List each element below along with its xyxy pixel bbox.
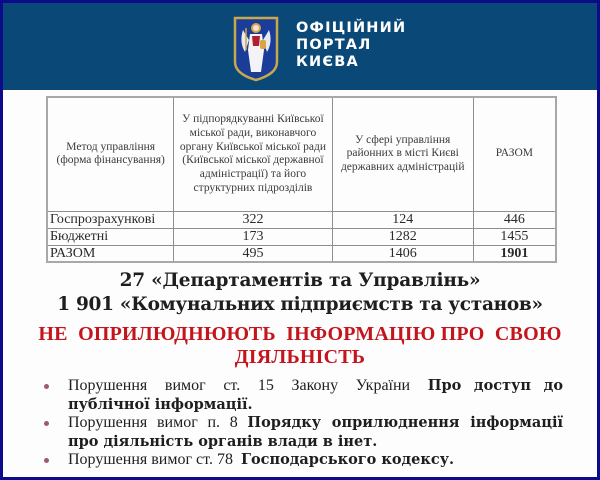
column-header-total: РАЗОМ <box>473 97 556 211</box>
row-label: Бюджетні <box>47 228 174 245</box>
portal-title-line-2: ПОРТАЛ <box>296 37 372 53</box>
violation-law: Про доступ до публічної інформації. <box>68 377 563 413</box>
table-header-row <box>47 97 556 211</box>
portal-title-line-3: КИЄВА <box>296 54 359 70</box>
bullet-icon <box>44 421 49 426</box>
row-label: РАЗОМ <box>47 245 174 262</box>
warning-line-2: ДІЯЛЬНІСТЬ <box>234 346 366 368</box>
violation-law: Порядку оприлюднення інформації про діяльність органів влади в інет. <box>68 414 563 450</box>
violation-law: Господарського кодексу. <box>240 451 455 468</box>
table-row-total <box>47 245 556 262</box>
warning-line-1: НЕ ОПРИЛЮДНЮЮТЬ ІНФОРМАЦІЮ ПРО СВОЮ <box>38 323 562 345</box>
enterprises-table <box>46 96 557 263</box>
table-row <box>47 211 556 228</box>
cell-value: 124 <box>332 211 473 228</box>
bullet-icon <box>44 384 49 389</box>
row-label: Госпрозрахункові <box>47 211 174 228</box>
violation-text: Порушення вимог ст. 15 Закону України <box>68 377 428 394</box>
column-header-district-admins: У сфері управління районних в місті Києві державних адміністрацій <box>332 97 473 211</box>
slide-content <box>3 90 597 477</box>
violations-list <box>43 377 563 470</box>
list-item <box>43 451 563 470</box>
cell-value: 1455 <box>473 228 556 245</box>
enterprises-headline: 1 901 «Комунальних підприємств та установ» <box>57 294 543 315</box>
violation-text: Порушення вимог ст. 78 <box>68 451 241 468</box>
list-item <box>43 377 563 414</box>
portal-title <box>296 20 406 71</box>
cell-value: 446 <box>473 211 556 228</box>
violation-text: Порушення вимог п. 8 <box>68 414 248 431</box>
portal-title-line-1: ОФІЦІЙНИЙ <box>296 20 407 36</box>
kyiv-coat-of-arms-icon <box>233 16 279 82</box>
cell-value: 322 <box>174 211 332 228</box>
cell-value: 1406 <box>332 245 473 262</box>
table-row <box>47 228 556 245</box>
grand-total-value: 1901 <box>473 245 556 262</box>
portal-header <box>3 3 597 90</box>
bullet-icon <box>44 458 49 463</box>
list-item <box>43 414 563 451</box>
cell-value: 173 <box>174 228 332 245</box>
cell-value: 495 <box>174 245 332 262</box>
cell-value: 1282 <box>332 228 473 245</box>
departments-headline: 27 «Департаментів та Управлінь» <box>119 270 481 291</box>
column-header-method: Метод управління (форма фінансування) <box>47 97 174 211</box>
column-header-city-council: У підпорядкуванні Київської міської ради, виконавчого органу Київської міської ради (Київської міської державної адміністрації) та його структурних підрозділів <box>174 97 332 211</box>
